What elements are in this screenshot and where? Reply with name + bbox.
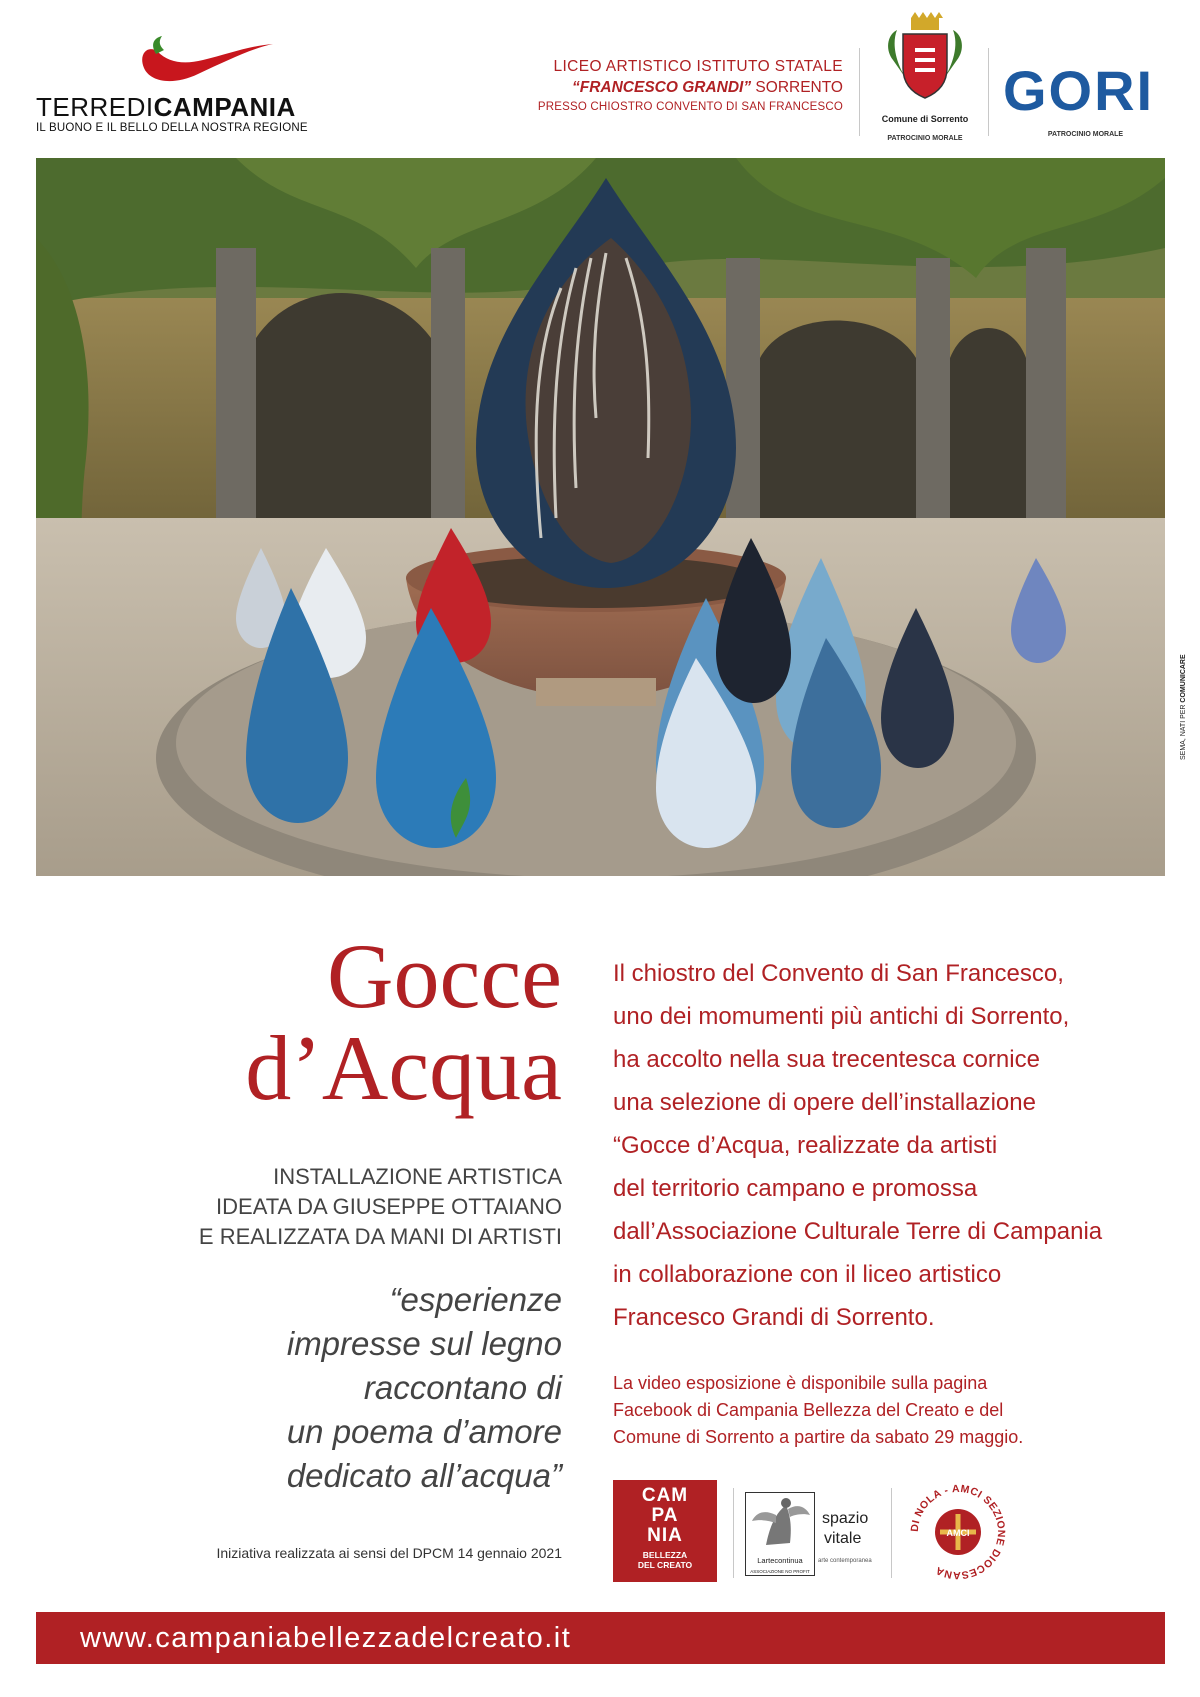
comune-logo	[875, 10, 975, 140]
comune-patronage: PATROCINIO MORALE	[887, 135, 963, 142]
logo-divider	[733, 1488, 734, 1578]
school-line2: “FRANCESCO GRANDI” SORRENTO	[572, 79, 843, 96]
header-divider	[988, 48, 989, 136]
cloister-scene-illustration	[36, 158, 1165, 876]
angel-figure-icon	[746, 1495, 814, 1551]
quote-line: “esperienze	[389, 1281, 562, 1318]
spazio-vitale-logo	[818, 1510, 880, 1572]
subtitle-line: E REALIZZATA DA MANI DI ARTISTI	[198, 1224, 562, 1249]
description-line: “Gocce d’Acqua, realizzate da artisti	[613, 1132, 998, 1159]
dpcm-note: Iniziativa realizzata ai sensi del DPCM 14 gennaio 2021	[216, 1545, 562, 1561]
website-url[interactable]: www.campaniabellezzadelcreato.it	[80, 1622, 572, 1654]
title-line: d’Acqua	[245, 1017, 562, 1119]
video-line: Comune di Sorrento a partire da sabato 29 maggio.	[613, 1427, 1024, 1447]
description-line: ha accolto nella sua trecentesca cornice	[613, 1046, 1040, 1073]
lart-name: Lartecontinua	[757, 1556, 803, 1565]
amci-ring-text: DI NOLA - AMCI SEZIONE DIOCESANA	[908, 1482, 1008, 1582]
cbc-subtitle: BELLEZZA DEL CREATO	[637, 1550, 693, 1570]
tdc-tagline: IL BUONO E IL BELLO DELLA NOSTRA REGIONE	[36, 122, 308, 134]
amci-nola-logo	[904, 1478, 1012, 1586]
lartecontinua-logo	[745, 1492, 815, 1576]
subtitle	[199, 1162, 562, 1252]
main-title	[245, 925, 562, 1119]
lart-sub: ASSOCIAZIONE NO PROFIT	[750, 1569, 810, 1574]
title-line: Gocce	[327, 925, 562, 1027]
cbc-wordmark: CAM PA NIA	[641, 1485, 689, 1546]
gori-patronage: PATROCINIO MORALE	[1047, 131, 1124, 138]
video-line: La video esposizione è disponibile sulla pagina	[613, 1373, 988, 1393]
amci-center-text: AMCI	[946, 1528, 970, 1538]
quote-line: raccontano di	[363, 1369, 562, 1406]
comune-name: Comune di Sorrento	[881, 114, 969, 124]
header-divider	[859, 48, 860, 136]
gori-logo	[1003, 58, 1168, 143]
school-info	[538, 58, 843, 113]
sv-line2: vitale	[824, 1530, 862, 1547]
school-line1: LICEO ARTISTICO ISTITUTO STATALE	[553, 58, 843, 75]
description-line: uno dei momumenti più antichi di Sorrento,	[613, 1003, 1070, 1030]
description-line: in collaborazione con il liceo artistico	[613, 1261, 1002, 1288]
installation-photo	[36, 158, 1165, 876]
subtitle-line: INSTALLAZIONE ARTISTICA	[273, 1164, 562, 1189]
video-line: Facebook di Campania Bellezza del Creato e del	[613, 1400, 1004, 1420]
campania-bellezza-logo	[613, 1480, 717, 1582]
description-line: Francesco Grandi di Sorrento.	[613, 1304, 935, 1331]
description	[613, 952, 1183, 1339]
tdc-brand: TERREDICAMPANIA	[36, 92, 296, 122]
terre-di-campania-logo	[36, 34, 308, 144]
description-line: del territorio campano e promossa	[613, 1175, 978, 1202]
footer-bar	[36, 1612, 1165, 1664]
amci-seal-icon	[904, 1478, 1012, 1586]
description-line: una selezione di opere dell’installazione	[613, 1089, 1036, 1116]
school-line3: PRESSO CHIOSTRO CONVENTO DI SAN FRANCESCO	[537, 101, 843, 113]
quote-line: un poema d’amore	[286, 1413, 562, 1450]
description-line: dall’Associazione Culturale Terre di Campania	[613, 1218, 1103, 1245]
quote-line: dedicato all’acqua”	[286, 1457, 562, 1494]
description-line: Il chiostro del Convento di San Francesco,	[613, 960, 1064, 987]
video-note	[613, 1370, 1173, 1451]
chili-pepper-icon	[128, 34, 278, 94]
quote-line: impresse sul legno	[286, 1325, 562, 1362]
quote	[287, 1278, 562, 1498]
gori-wordmark: GORI	[1003, 59, 1155, 122]
logo-divider	[891, 1488, 892, 1578]
subtitle-line: IDEATA DA GIUSEPPE OTTAIANO	[216, 1194, 562, 1219]
sv-line1: spazio	[822, 1510, 869, 1527]
coat-of-arms-icon	[875, 10, 975, 110]
photo-credit: SEMA, NATI PER COMUNICARE	[1180, 654, 1187, 760]
sv-sub: arte contemporanea	[818, 1558, 872, 1564]
